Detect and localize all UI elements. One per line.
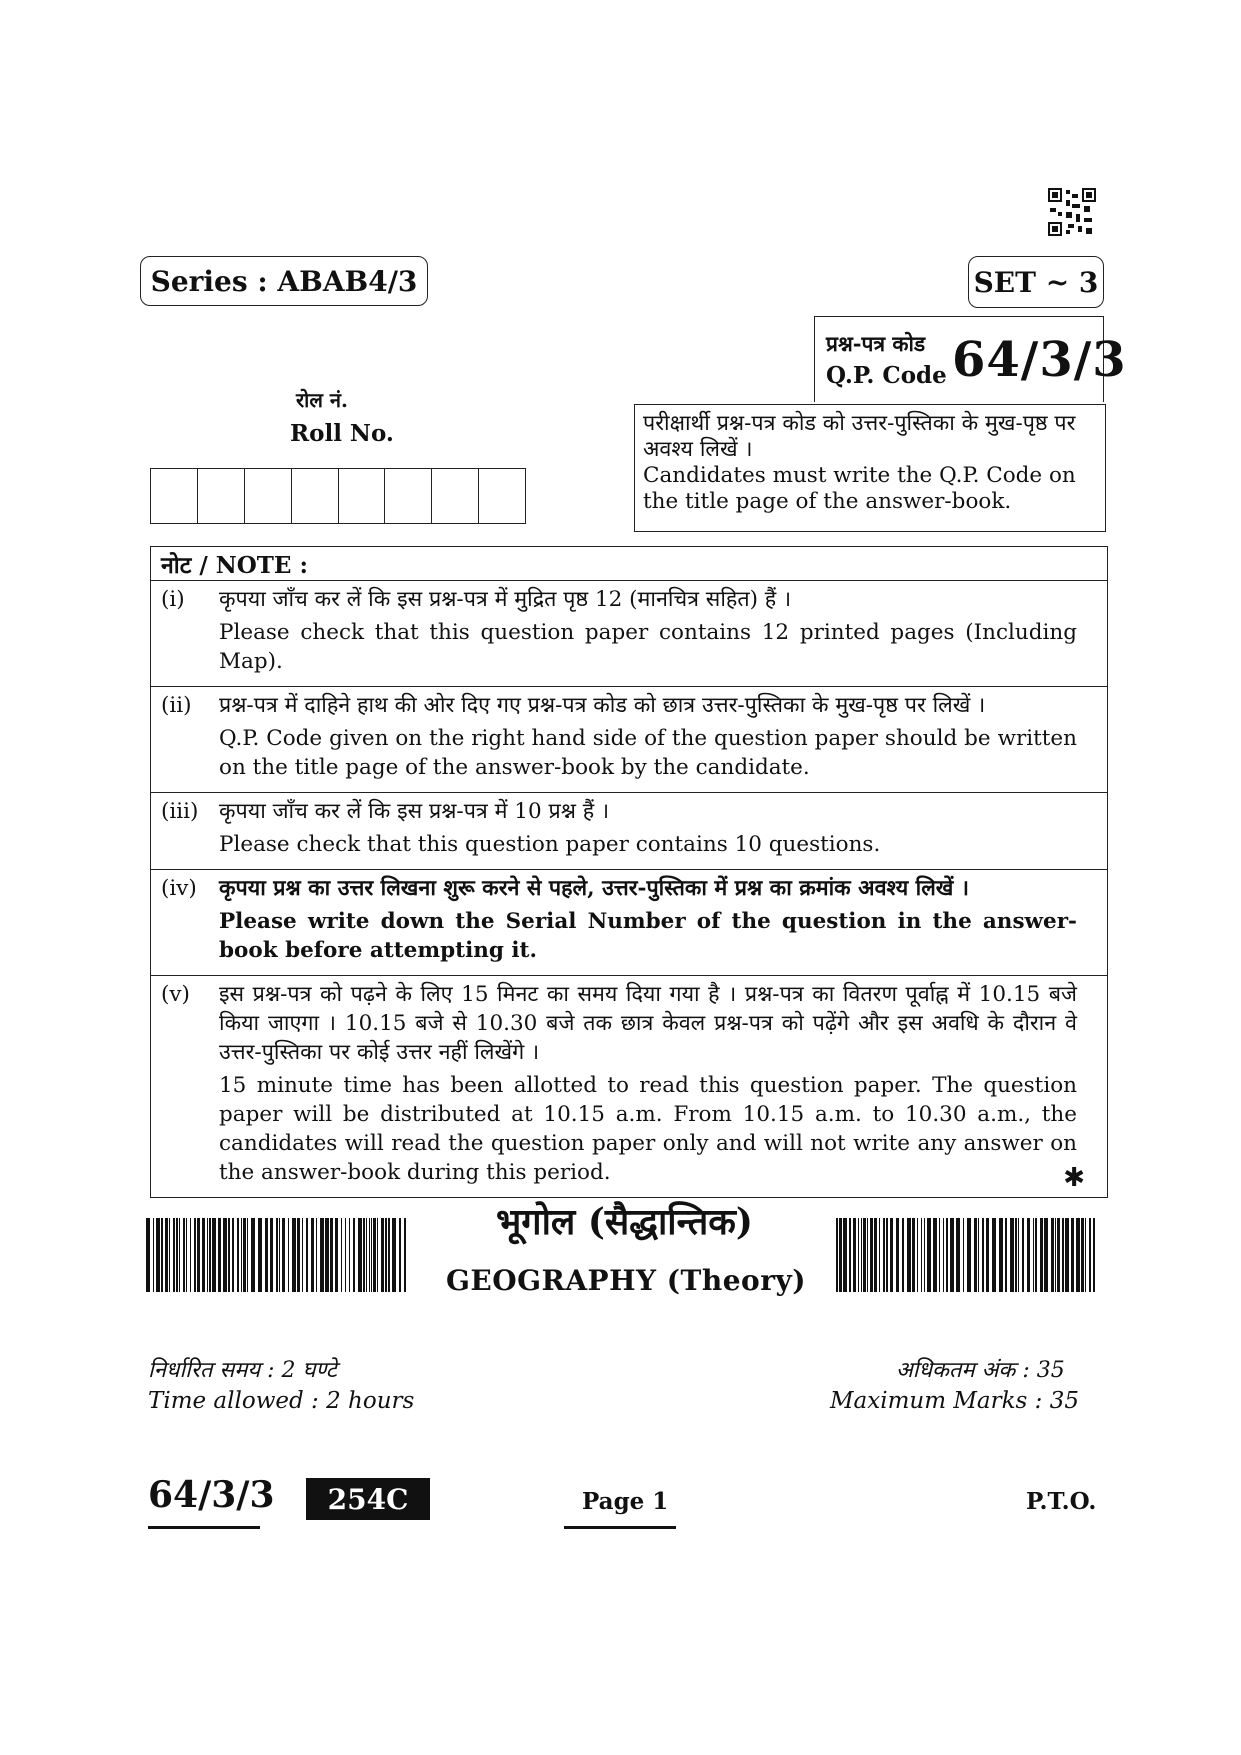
footer-tag: 254C — [306, 1478, 430, 1520]
note-item-english: 15 minute time has been allotted to read this question paper. The question paper will be distributed at 10.15 a.m. From 10.15 a.m. to 10.30 a.m., the candidates will read the question paper only and will not write any answer on the answer-book during this period. — [219, 1073, 1077, 1185]
roll-cell[interactable] — [292, 469, 339, 523]
note-item-hindi: कृपया प्रश्न का उत्तर लिखना शुरू करने से पहले, उत्तर-पुस्तिका में प्रश्न का क्रमांक अवश्य लिखें । — [219, 876, 970, 901]
qr-code-icon — [1048, 188, 1096, 236]
qp-instruction-english: Candidates must write the Q.P. Code on the title page of the answer-book. — [643, 463, 1076, 514]
footer-qp-code: 64/3/3 — [148, 1474, 275, 1516]
note-item-number: (v) — [161, 982, 190, 1007]
barcode-right-icon — [836, 1218, 1098, 1292]
qp-label-english: Q.P. Code — [826, 362, 947, 389]
note-item-english: Q.P. Code given on the right hand side of the question paper should be written on the title page of the answer-book by the candidate. — [219, 726, 1077, 780]
roll-cell[interactable] — [151, 469, 198, 523]
time-allowed-english: Time allowed : 2 hours — [148, 1388, 415, 1414]
set-badge: SET ~ 3 — [968, 256, 1104, 308]
roll-cell[interactable] — [479, 469, 525, 523]
star-mark-icon: ✱ — [1063, 1163, 1085, 1193]
note-item-hindi: कृपया जाँच कर लें कि इस प्रश्न-पत्र में मुद्रित पृष्ठ 12 (मानचित्र सहित) हैं । — [219, 587, 792, 612]
note-item-english: Please write down the Serial Number of the question in the answer-book before attempting it. — [219, 909, 1077, 963]
qp-code: 64/3/3 — [952, 332, 1127, 388]
note-item — [151, 870, 1107, 976]
maximum-marks-english: Maximum Marks : 35 — [830, 1388, 1079, 1414]
note-item-number: (iii) — [161, 799, 199, 824]
note-item-english: Please check that this question paper contains 12 printed pages (Including Map). — [219, 620, 1077, 674]
note-item-hindi: कृपया जाँच कर लें कि इस प्रश्न-पत्र में 10 प्रश्न हैं । — [219, 799, 610, 824]
note-item-hindi: इस प्रश्न-पत्र को पढ़ने के लिए 15 मिनट का समय दिया गया है । प्रश्न-पत्र का वितरण पूर्वाह्न में 10.15 बजे किया जाएगा । 10.15 बजे से 10.30 बजे तक छात्र केवल प्रश्न-पत्र को पढ़ेंगे और इस अवधि के दौरान वे उत्तर-पुस्तिका पर कोई उत्तर नहीं लिखेंगे । — [219, 982, 1077, 1065]
pto-label: P.T.O. — [1026, 1488, 1097, 1515]
maximum-marks-hindi: अधिकतम अंक : 35 — [896, 1358, 1065, 1383]
subject-title-english: GEOGRAPHY (Theory) — [446, 1264, 806, 1297]
barcode-left-icon — [146, 1218, 408, 1292]
qp-instruction-hindi: परीक्षार्थी प्रश्न-पत्र कोड को उत्तर-पुस्तिका के मुख-पृष्ठ पर अवश्य लिखें । — [643, 411, 1076, 462]
roll-label-english: Roll No. — [290, 420, 394, 447]
page-number: Page 1 — [582, 1488, 669, 1515]
footer-underline — [148, 1526, 260, 1529]
series-badge: Series : ABAB4/3 — [140, 256, 428, 306]
qp-label-hindi: प्रश्न-पत्र कोड — [826, 331, 926, 356]
note-item-hindi: प्रश्न-पत्र में दाहिने हाथ की ओर दिए गए प्रश्न-पत्र कोड को छात्र उत्तर-पुस्तिका के मुख-पृष्ठ पर लिखें । — [219, 693, 986, 718]
roll-cell[interactable] — [339, 469, 386, 523]
note-heading: नोट / NOTE : — [151, 547, 1107, 581]
note-item — [151, 976, 1107, 1197]
roll-cell[interactable] — [432, 469, 479, 523]
note-item — [151, 687, 1107, 793]
roll-number-grid[interactable] — [150, 468, 526, 524]
roll-cell[interactable] — [245, 469, 292, 523]
note-box — [150, 546, 1108, 1198]
roll-label-hindi: रोल नं. — [296, 388, 348, 412]
note-item-number: (i) — [161, 587, 185, 612]
roll-cell[interactable] — [198, 469, 245, 523]
note-item — [151, 581, 1107, 687]
note-item-number: (iv) — [161, 876, 197, 901]
roll-cell[interactable] — [385, 469, 432, 523]
page-underline — [564, 1526, 676, 1529]
subject-title-hindi: भूगोल (सैद्धान्तिक) — [496, 1201, 753, 1243]
qp-instruction-box — [634, 404, 1106, 532]
note-item-number: (ii) — [161, 693, 192, 718]
note-item-english: Please check that this question paper contains 10 questions. — [219, 832, 881, 857]
note-item — [151, 793, 1107, 870]
time-allowed-hindi: निर्धारित समय : 2 घण्टे — [148, 1358, 337, 1383]
